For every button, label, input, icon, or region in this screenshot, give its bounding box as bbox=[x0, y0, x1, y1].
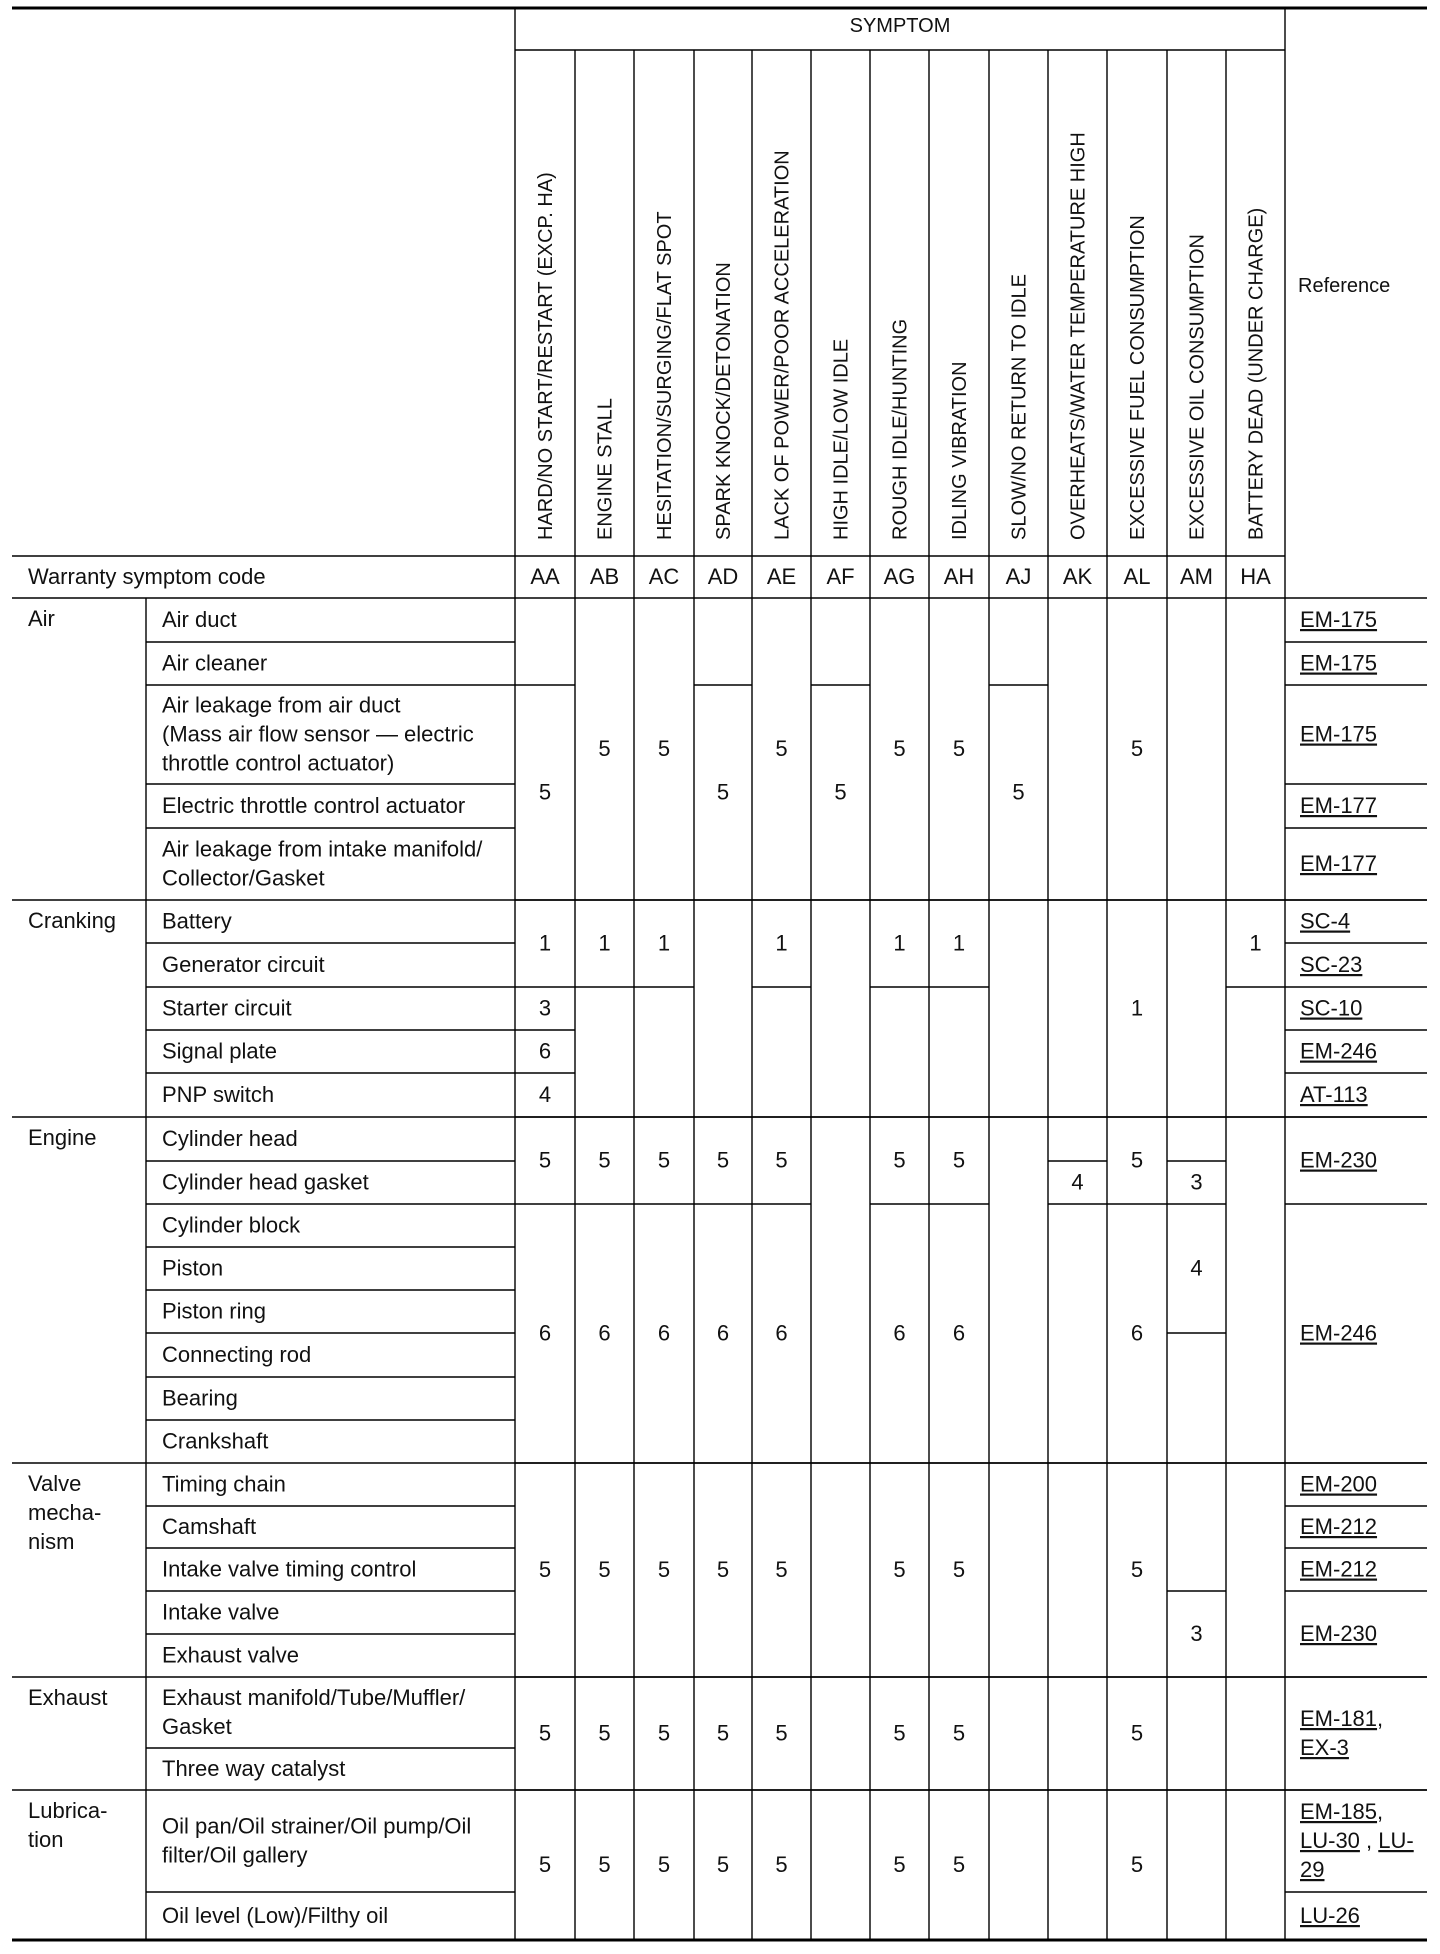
reference-link[interactable]: EM-175 bbox=[1300, 650, 1378, 676]
reference-link[interactable]: EM-177 bbox=[1300, 793, 1378, 818]
reference-link[interactable]: EM-212 bbox=[1300, 1514, 1378, 1539]
symptom-priority-value: 6 bbox=[716, 1320, 730, 1346]
reference-link[interactable]: EM-200 bbox=[1300, 1471, 1378, 1497]
symptom-priority-value: 4 bbox=[1190, 1255, 1203, 1281]
symptom-column-name: OVERHEATS/WATER TEMPERATURE HIGH bbox=[1067, 132, 1090, 540]
symptom-priority-value: 1 bbox=[538, 930, 552, 956]
symptom-priority-value: 5 bbox=[775, 1852, 788, 1877]
item-label: Gasket bbox=[162, 1714, 232, 1739]
symptom-column-name: EXCESSIVE FUEL CONSUMPTION bbox=[1127, 215, 1149, 540]
warranty-code: AJ bbox=[1005, 564, 1032, 589]
item-label: Cylinder head gasket bbox=[162, 1169, 369, 1195]
symptom-priority-value: 5 bbox=[657, 1852, 671, 1877]
symptom-priority-value: 6 bbox=[1130, 1320, 1144, 1346]
reference-cell bbox=[1300, 909, 1350, 934]
warranty-code: AD bbox=[707, 564, 739, 589]
category-label: Engine bbox=[28, 1125, 97, 1150]
warranty-code: AK bbox=[1062, 564, 1093, 589]
warranty-code: AG bbox=[883, 564, 916, 589]
item-label: Signal plate bbox=[162, 1038, 277, 1064]
symptom-priority-value: 4 bbox=[538, 1082, 552, 1107]
reference-separator: , bbox=[1377, 1706, 1384, 1731]
symptom-priority-value: 5 bbox=[775, 1557, 788, 1582]
symptom-priority-value: 3 bbox=[538, 995, 552, 1021]
symptom-priority-value: 5 bbox=[834, 779, 847, 805]
symptom-priority-value: 1 bbox=[1249, 930, 1262, 956]
warranty-code: AF bbox=[826, 564, 855, 589]
reference-cell bbox=[1300, 1903, 1360, 1928]
item-label: (Mass air flow sensor — electric bbox=[162, 721, 474, 747]
item-label: Exhaust valve bbox=[162, 1642, 299, 1668]
symptom-priority-value: 5 bbox=[538, 779, 552, 805]
reference-link[interactable]: EM-212 bbox=[1300, 1556, 1378, 1582]
symptom-priority-value: 6 bbox=[893, 1320, 906, 1346]
item-label: Air duct bbox=[162, 607, 237, 632]
symptom-column-name: HIGH IDLE/LOW IDLE bbox=[830, 338, 853, 540]
warranty-code: AB bbox=[589, 564, 620, 589]
reference-link[interactable]: 29 bbox=[1300, 1857, 1325, 1882]
symptom-column-name: IDLING VIBRATION bbox=[949, 361, 971, 540]
symptom-priority-value: 5 bbox=[657, 1557, 671, 1582]
reference-link[interactable]: LU-26 bbox=[1300, 1903, 1360, 1928]
symptom-priority-value: 1 bbox=[1130, 995, 1144, 1021]
reference-cell bbox=[1300, 1148, 1377, 1173]
reference-cell bbox=[1300, 1706, 1383, 1731]
reference-cell bbox=[1300, 1735, 1349, 1760]
reference-cell bbox=[1300, 1799, 1383, 1824]
reference-link[interactable]: EX-3 bbox=[1300, 1735, 1349, 1760]
symptom-priority-value: 5 bbox=[1130, 736, 1144, 761]
category-label: tion bbox=[28, 1827, 64, 1852]
category-label: nism bbox=[28, 1529, 75, 1554]
symptom-priority-value: 5 bbox=[657, 736, 671, 761]
symptom-priority-value: 5 bbox=[952, 1720, 966, 1746]
reference-cell bbox=[1300, 996, 1362, 1021]
item-label: Generator circuit bbox=[162, 952, 325, 977]
reference-link[interactable]: EM-185 bbox=[1300, 1799, 1378, 1824]
symptom-priority-value: 5 bbox=[598, 1147, 611, 1173]
reference-link[interactable]: SC-23 bbox=[1300, 952, 1363, 977]
item-label: Intake valve timing control bbox=[162, 1556, 417, 1582]
item-label: Piston ring bbox=[162, 1298, 266, 1324]
item-label: Air leakage from air duct bbox=[162, 692, 401, 718]
item-label: Exhaust manifold/Tube/Muffler/ bbox=[162, 1685, 466, 1710]
item-label: Bearing bbox=[162, 1385, 238, 1411]
symptom-priority-value: 5 bbox=[538, 1720, 552, 1746]
reference-link[interactable]: EM-181 bbox=[1300, 1706, 1378, 1731]
reference-link[interactable]: EM-246 bbox=[1300, 1320, 1378, 1346]
symptom-priority-value: 5 bbox=[952, 1147, 966, 1173]
item-label: Collector/Gasket bbox=[162, 865, 325, 891]
symptom-priority-value: 5 bbox=[716, 779, 730, 805]
reference-cell bbox=[1300, 1557, 1377, 1582]
category-label: Air bbox=[28, 606, 55, 631]
symptom-column-name: SPARK KNOCK/DETONATION bbox=[713, 262, 735, 540]
category-label: Lubrica- bbox=[28, 1798, 108, 1823]
reference-cell bbox=[1300, 1514, 1377, 1539]
symptom-column-name: SLOW/NO RETURN TO IDLE bbox=[1008, 274, 1031, 540]
symptom-priority-value: 3 bbox=[1190, 1621, 1203, 1646]
item-label: throttle control actuator) bbox=[162, 750, 395, 776]
symptom-priority-value: 5 bbox=[657, 1720, 671, 1746]
symptom-priority-value: 4 bbox=[1071, 1169, 1084, 1195]
reference-separator: , bbox=[1359, 1828, 1379, 1853]
reference-cell bbox=[1300, 952, 1362, 977]
symptom-priority-value: 6 bbox=[657, 1320, 671, 1346]
symptom-priority-value: 5 bbox=[952, 1852, 966, 1877]
category-label: mecha- bbox=[28, 1500, 102, 1525]
symptom-priority-value: 5 bbox=[716, 1147, 730, 1173]
symptom-priority-value: 5 bbox=[598, 1720, 611, 1746]
symptom-column-name: LACK OF POWER/POOR ACCELERATION bbox=[771, 150, 794, 540]
symptom-column-name: BATTERY DEAD (UNDER CHARGE) bbox=[1245, 207, 1268, 540]
symptom-priority-value: 5 bbox=[1130, 1720, 1144, 1746]
symptom-priority-value: 5 bbox=[538, 1852, 552, 1877]
item-label: Crankshaft bbox=[162, 1428, 269, 1454]
reference-link[interactable]: LU- bbox=[1378, 1828, 1414, 1853]
reference-cell bbox=[1300, 1828, 1414, 1853]
symptom-priority-value: 5 bbox=[716, 1720, 730, 1746]
item-label: Camshaft bbox=[162, 1514, 257, 1539]
symptom-priority-value: 5 bbox=[893, 1147, 906, 1173]
reference-cell bbox=[1300, 722, 1377, 747]
symptom-priority-value: 6 bbox=[598, 1320, 611, 1346]
symptom-priority-value: 5 bbox=[775, 1720, 788, 1746]
category-label: Cranking bbox=[28, 908, 117, 933]
symptom-priority-value: 5 bbox=[598, 736, 611, 761]
reference-title: Reference bbox=[1298, 275, 1391, 297]
symptom-priority-value: 1 bbox=[952, 930, 966, 956]
reference-cell bbox=[1300, 651, 1377, 676]
symptom-priority-value: 5 bbox=[598, 1852, 611, 1877]
symptom-priority-value: 6 bbox=[775, 1320, 788, 1346]
reference-link[interactable]: SC-10 bbox=[1300, 995, 1363, 1021]
category-label: Valve bbox=[28, 1471, 82, 1496]
warranty-code: AE bbox=[766, 564, 797, 589]
symptom-priority-value: 5 bbox=[893, 736, 906, 761]
symptom-priority-value: 5 bbox=[598, 1557, 611, 1582]
symptom-priority-value: 5 bbox=[775, 1147, 788, 1173]
warranty-code: HA bbox=[1240, 564, 1271, 589]
reference-cell bbox=[1300, 1621, 1377, 1646]
symptom-column-name: HESITATION/SURGING/FLAT SPOT bbox=[654, 211, 676, 540]
symptom-priority-value: 1 bbox=[657, 930, 671, 956]
item-label: Starter circuit bbox=[162, 995, 292, 1021]
item-label: Cylinder head bbox=[162, 1126, 298, 1151]
item-label: Air cleaner bbox=[162, 650, 268, 676]
symptom-priority-value: 6 bbox=[952, 1320, 966, 1346]
symptom-column-name: HARD/NO START/RESTART (EXCP. HA) bbox=[535, 172, 557, 540]
item-label: Three way catalyst bbox=[162, 1756, 346, 1781]
reference-cell bbox=[1300, 793, 1377, 818]
reference-cell bbox=[1300, 1321, 1377, 1346]
reference-link[interactable]: LU-30 bbox=[1300, 1828, 1360, 1853]
item-label: Cylinder block bbox=[162, 1212, 301, 1238]
item-label: Timing chain bbox=[162, 1471, 286, 1497]
symptom-priority-value: 5 bbox=[1130, 1557, 1144, 1582]
symptom-priority-value: 5 bbox=[893, 1557, 906, 1582]
symptom-title: SYMPTOM bbox=[849, 15, 951, 37]
symptom-column-name: EXCESSIVE OIL CONSUMPTION bbox=[1186, 234, 1209, 540]
symptom-priority-value: 1 bbox=[893, 930, 906, 956]
item-label: Battery bbox=[162, 908, 232, 934]
warranty-code: AH bbox=[943, 564, 975, 589]
reference-link[interactable]: EM-175 bbox=[1300, 721, 1378, 747]
symptom-priority-value: 6 bbox=[538, 1038, 552, 1064]
symptom-priority-value: 5 bbox=[1012, 779, 1025, 805]
symptom-priority-value: 5 bbox=[952, 1557, 966, 1582]
item-label: Oil level (Low)/Filthy oil bbox=[162, 1903, 389, 1928]
category-label: Exhaust bbox=[28, 1685, 108, 1710]
reference-cell bbox=[1300, 1039, 1377, 1064]
reference-link[interactable]: EM-230 bbox=[1300, 1621, 1378, 1646]
symptom-priority-value: 5 bbox=[657, 1147, 671, 1173]
symptom-priority-value: 5 bbox=[952, 736, 966, 761]
symptom-priority-value: 1 bbox=[598, 930, 611, 956]
reference-link[interactable]: EM-230 bbox=[1300, 1147, 1378, 1173]
symptom-priority-value: 5 bbox=[538, 1557, 552, 1582]
symptom-column-name: ROUGH IDLE/HUNTING bbox=[889, 318, 912, 540]
symptom-priority-value: 6 bbox=[538, 1320, 552, 1346]
warranty-code: AM bbox=[1180, 564, 1213, 589]
reference-cell bbox=[1300, 1472, 1377, 1497]
item-label: Connecting rod bbox=[162, 1342, 312, 1367]
symptom-column-name: ENGINE STALL bbox=[594, 398, 617, 540]
symptom-priority-value: 5 bbox=[716, 1852, 730, 1877]
symptom-priority-value: 5 bbox=[1130, 1147, 1144, 1173]
item-label: Piston bbox=[162, 1255, 224, 1281]
reference-cell bbox=[1300, 607, 1377, 632]
warranty-code: AA bbox=[530, 564, 560, 589]
item-label: PNP switch bbox=[162, 1082, 275, 1107]
item-label: filter/Oil gallery bbox=[162, 1842, 308, 1868]
reference-link[interactable]: EM-177 bbox=[1300, 851, 1378, 876]
reference-cell bbox=[1300, 851, 1377, 876]
reference-link[interactable]: EM-246 bbox=[1300, 1038, 1378, 1064]
reference-link[interactable]: SC-4 bbox=[1300, 908, 1351, 934]
symptom-priority-value: 5 bbox=[716, 1557, 730, 1582]
symptom-priority-value: 5 bbox=[893, 1852, 906, 1877]
symptom-priority-value: 1 bbox=[775, 930, 788, 956]
item-label: Air leakage from intake manifold/ bbox=[162, 836, 483, 862]
reference-link[interactable]: AT-113 bbox=[1300, 1082, 1368, 1107]
warranty-code: AL bbox=[1123, 564, 1151, 589]
item-label: Oil pan/Oil strainer/Oil pump/Oil bbox=[162, 1813, 472, 1839]
item-label: Electric throttle control actuator bbox=[162, 793, 466, 818]
symptom-priority-value: 5 bbox=[893, 1720, 906, 1746]
warranty-symptom-code-label: Warranty symptom code bbox=[28, 564, 266, 589]
reference-separator: , bbox=[1377, 1799, 1384, 1824]
item-label: Intake valve bbox=[162, 1599, 280, 1625]
warranty-code: AC bbox=[648, 564, 680, 589]
symptom-priority-value: 5 bbox=[1130, 1852, 1144, 1877]
reference-cell bbox=[1300, 1857, 1324, 1882]
symptom-priority-value: 5 bbox=[775, 736, 788, 761]
symptom-priority-value: 3 bbox=[1190, 1169, 1203, 1195]
reference-link[interactable]: EM-175 bbox=[1300, 607, 1378, 632]
symptom-priority-value: 5 bbox=[538, 1147, 552, 1173]
reference-cell bbox=[1300, 1082, 1368, 1107]
